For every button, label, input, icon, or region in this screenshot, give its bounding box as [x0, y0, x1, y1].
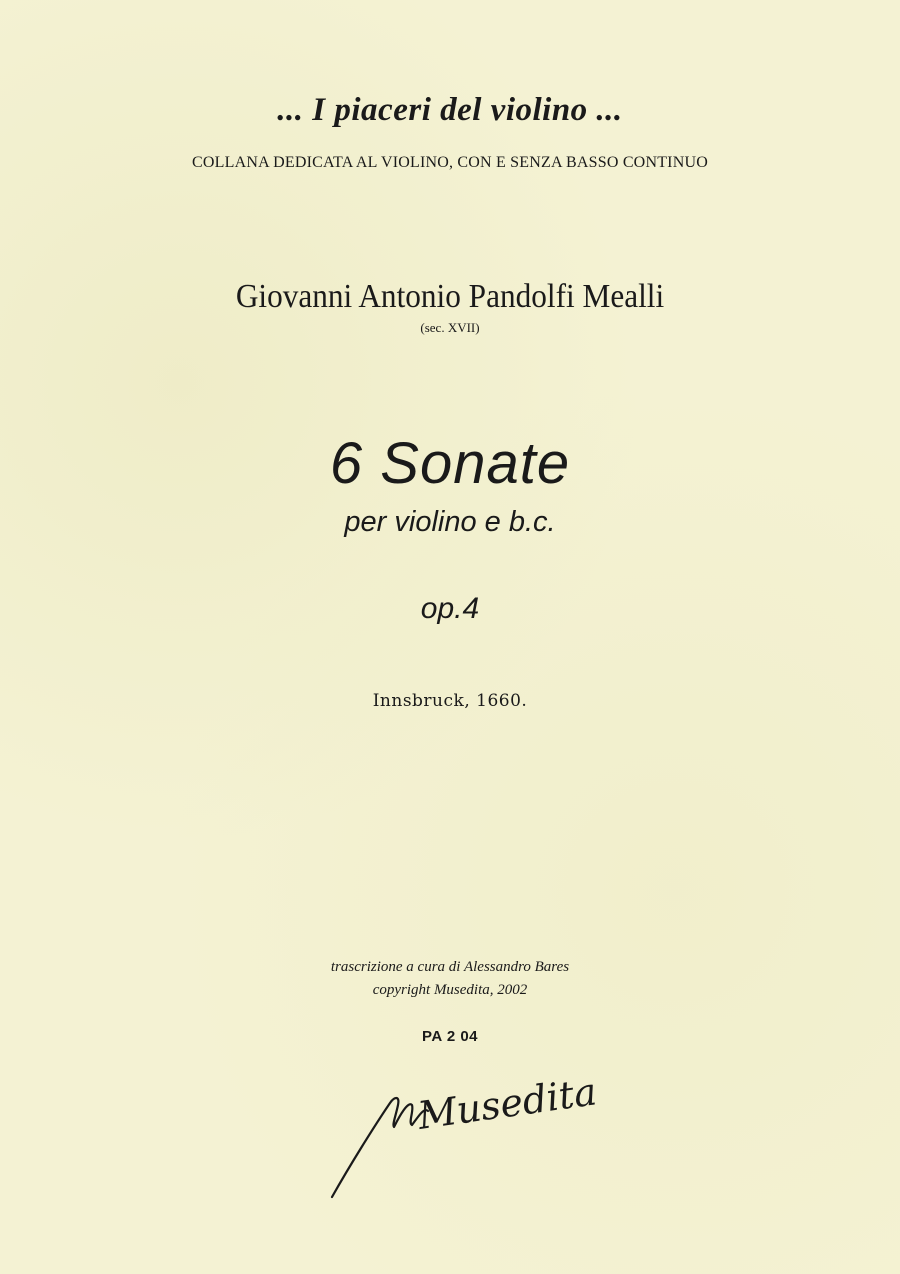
musedita-logo-signature [320, 1055, 600, 1215]
work-title: 6 Sonate [329, 431, 571, 496]
signature-text: Musedita [415, 1069, 600, 1138]
composer-name: Giovanni Antonio Pandolfi Mealli [235, 278, 665, 315]
work-opus: op.4 [420, 592, 480, 625]
catalog-number: PA 2 04 [421, 1028, 479, 1045]
composer-century: (sec. XVII) [420, 320, 480, 335]
signature-stroke [332, 1098, 428, 1197]
transcription-credit: trascrizione a cura di Alessandro Bares [330, 959, 570, 975]
work-place-date: Innsbruck, 1660. [372, 691, 528, 711]
copyright-line: copyright Musedita, 2002 [372, 982, 528, 998]
work-instrumentation: per violino e b.c. [344, 506, 556, 538]
series-title: ... I piaceri del violino ... [277, 92, 623, 128]
series-subtitle: COLLANA DEDICATA AL VIOLINO, CON E SENZA BASSO CONTINUO [192, 154, 708, 171]
